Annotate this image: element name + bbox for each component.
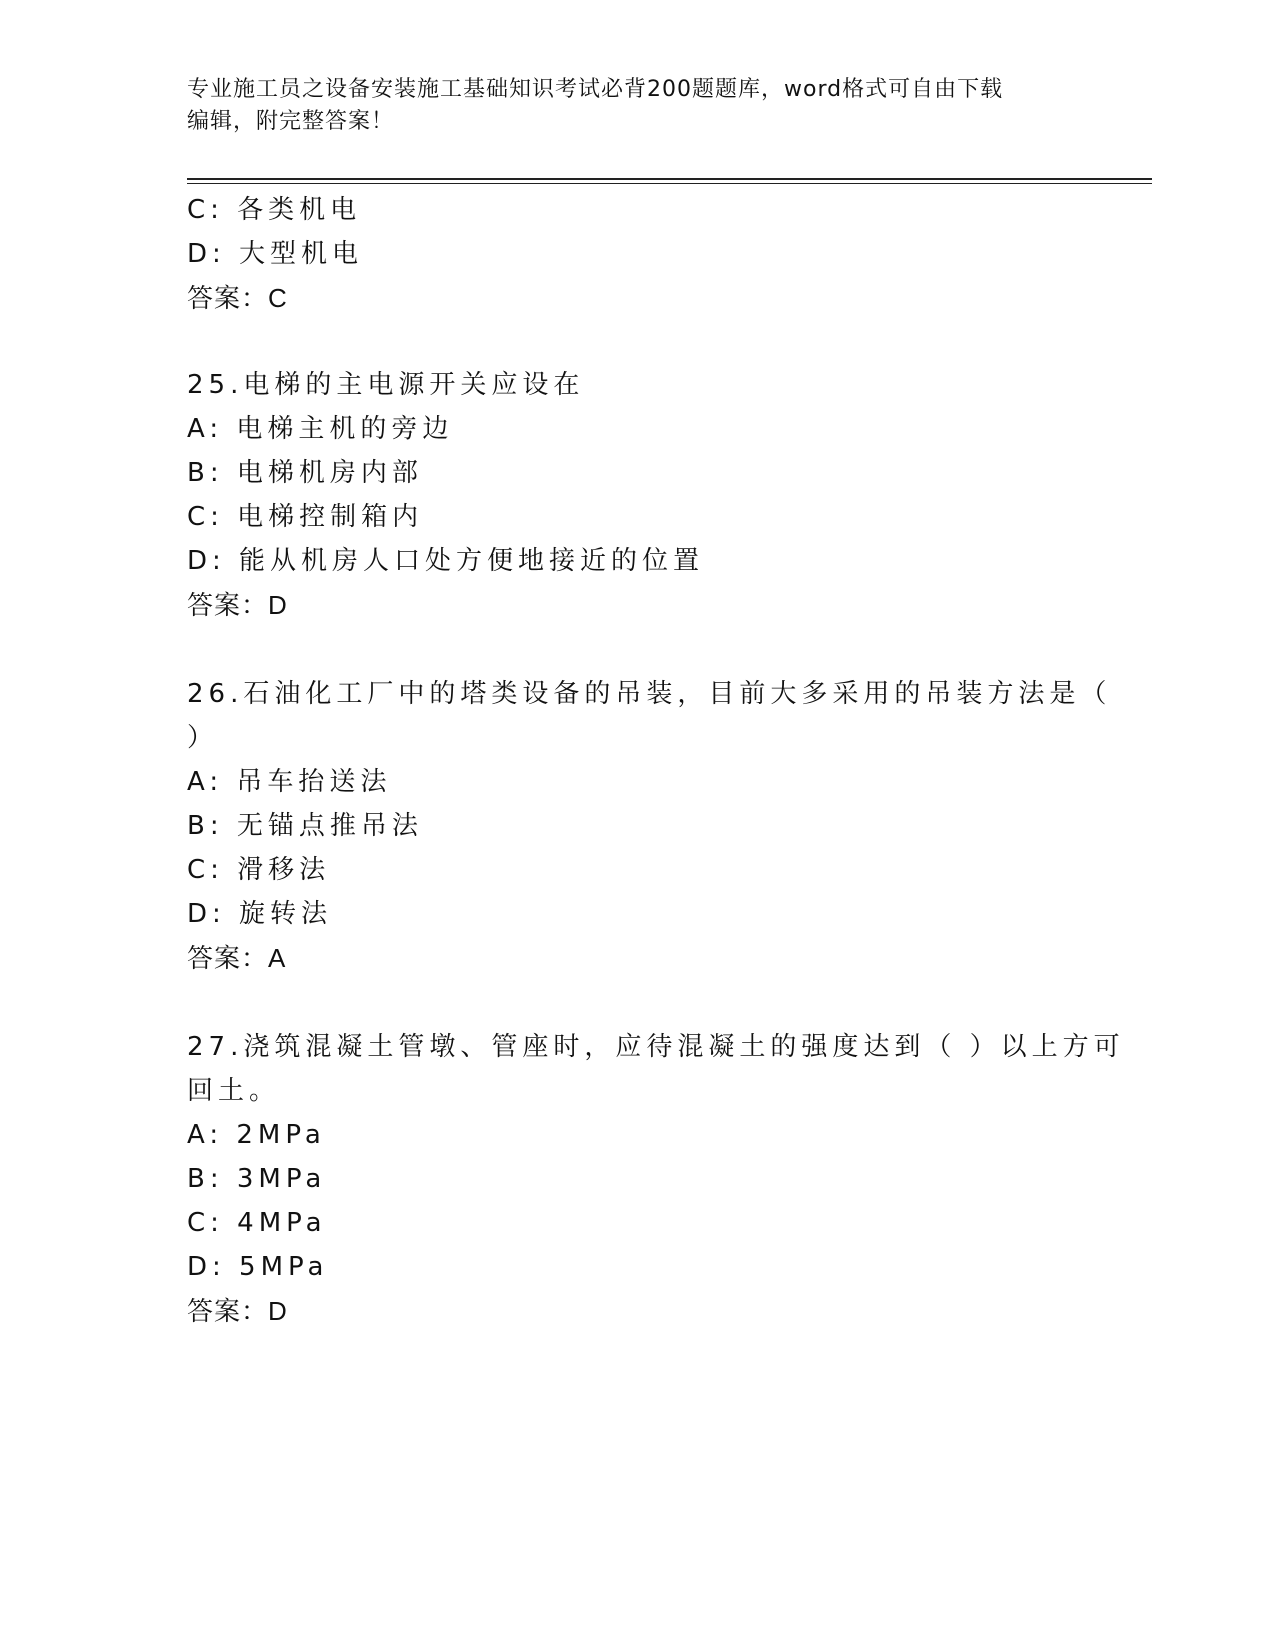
header-rule-thick — [187, 178, 1152, 180]
option-d: D: 大型机电 — [187, 239, 364, 269]
question-stem-line-1: 26.石油化工厂中的塔类设备的吊装，目前大多采用的吊装方法是（ — [187, 679, 1112, 709]
option-a: A: 吊车抬送法 — [187, 767, 392, 797]
answer: 答案：C — [187, 283, 288, 313]
option-c: C: 电梯控制箱内 — [187, 502, 424, 532]
answer: 答案：A — [187, 943, 287, 973]
option-c: C: 4MPa — [187, 1208, 327, 1238]
option-a: A: 2MPa — [187, 1120, 326, 1150]
question-stem-line-1: 27.浇筑混凝土管墩、管座时，应待混凝土的强度达到（ ）以上方可 — [187, 1032, 1125, 1062]
option-d: D: 5MPa — [187, 1252, 329, 1282]
question-stem-line-2: ） — [187, 723, 219, 753]
answer: 答案：D — [187, 590, 288, 620]
question-stem: 25.电梯的主电源开关应设在 — [187, 370, 585, 400]
option-d: D: 旋转法 — [187, 899, 333, 929]
option-b: B: 电梯机房内部 — [187, 458, 423, 488]
option-b: B: 3MPa — [187, 1164, 327, 1194]
header-line-2: 编辑，附完整答案！ — [187, 109, 395, 134]
question-stem-line-2: 回土。 — [187, 1076, 281, 1106]
answer: 答案：D — [187, 1296, 288, 1326]
header-rule-thin — [187, 183, 1152, 184]
document-header — [187, 74, 1087, 138]
option-c: C: 滑移法 — [187, 855, 331, 885]
option-d: D: 能从机房人口处方便地接近的位置 — [187, 546, 705, 576]
option-c: C: 各类机电 — [187, 195, 362, 225]
header-line-1: 专业施工员之设备安装施工基础知识考试必背200题题库，word格式可自由下载 — [187, 77, 1004, 102]
option-a: A: 电梯主机的旁边 — [187, 414, 454, 444]
option-b: B: 无锚点推吊法 — [187, 811, 423, 841]
